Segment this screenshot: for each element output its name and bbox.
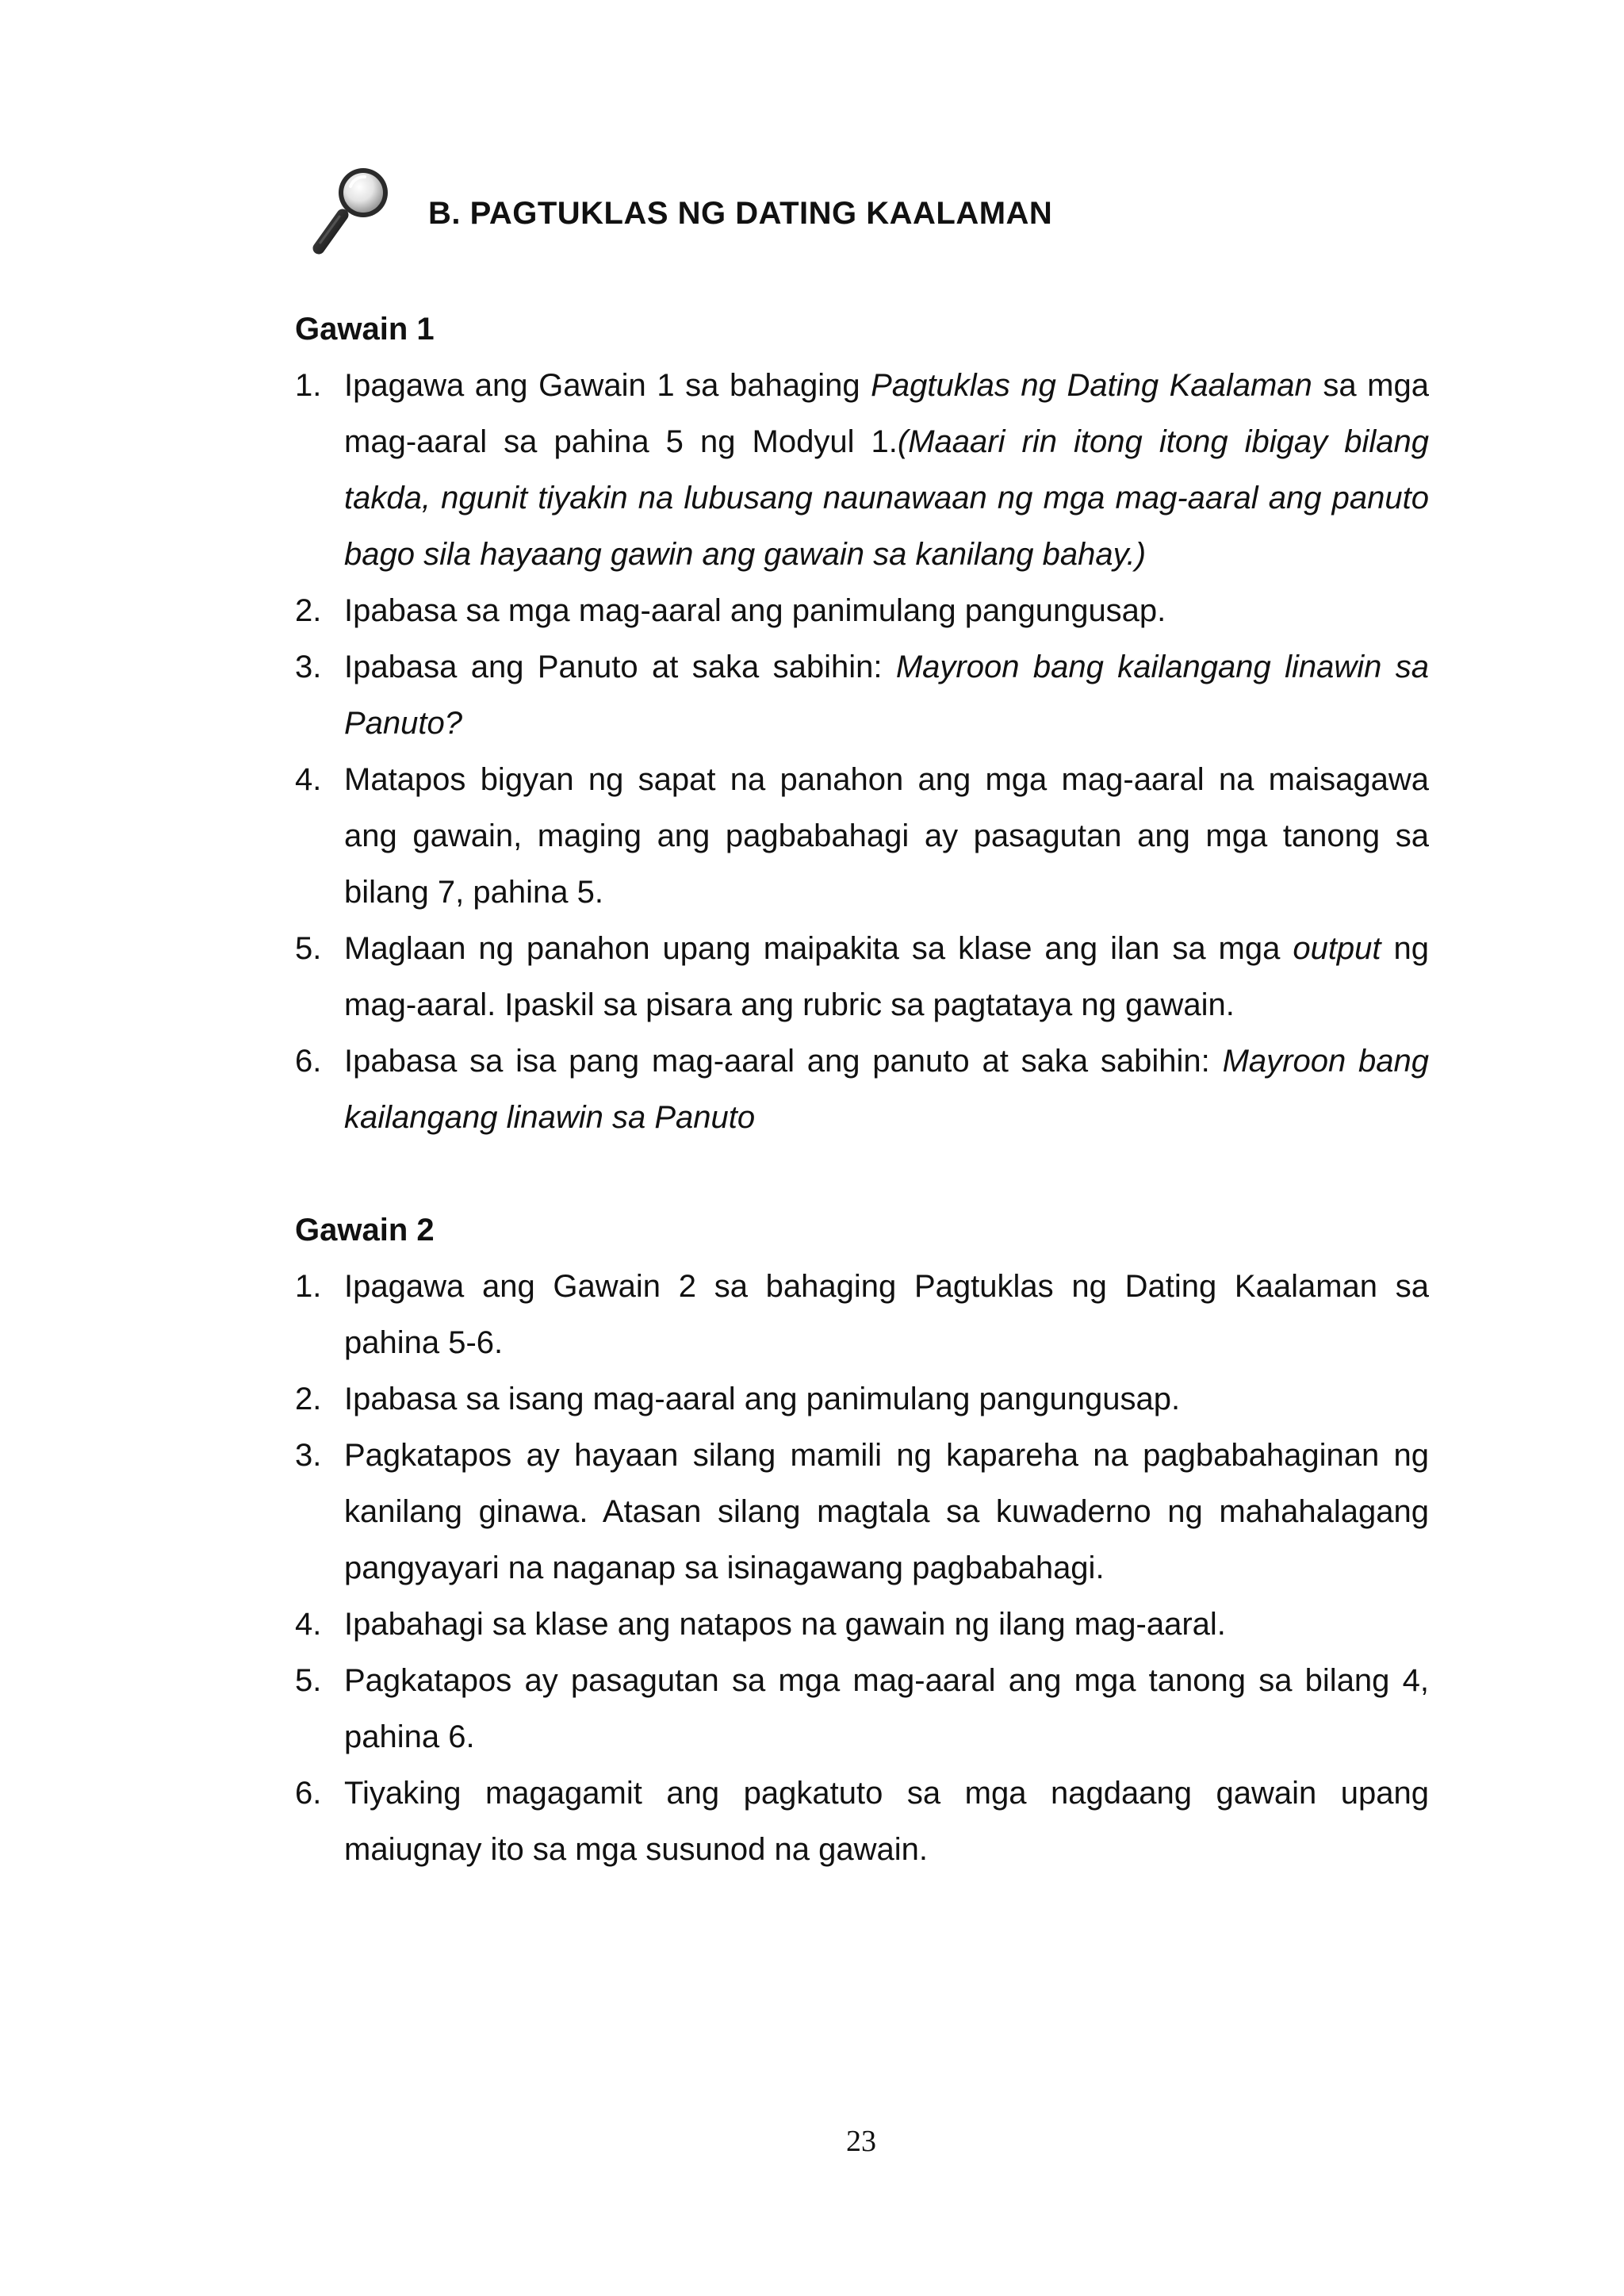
list-item-text: Tiyaking magagamit ang pagkatuto sa mga nagdaang gawain upang maiugnay ito sa mga susunod na gawain. bbox=[344, 1776, 1429, 1867]
list-item bbox=[295, 358, 1429, 583]
gawain-2-heading: Gawain 2 bbox=[295, 1213, 435, 1248]
list-item-text: sa mga mag-aaral sa pahina 5 ng Modyul 1. bbox=[344, 368, 1429, 459]
list-item-text: Pagkatapos ay hayaan silang mamili ng kapareha na pagbabahaginan ng kanilang ginawa. Atasan silang magtala sa kuwaderno ng mahahalagang pangyayari na naganap sa isinagawang pagbabahagi. bbox=[344, 1438, 1429, 1585]
list-item-text: Ipabasa sa isa pang mag-aaral ang panuto at saka sabihin: bbox=[344, 1044, 1223, 1079]
list-item bbox=[295, 1596, 1429, 1653]
italic-text: Mayroon bang kailangang linawin sa Panuto? bbox=[344, 650, 1430, 741]
list-item-number: 3. bbox=[295, 1438, 322, 1473]
list-item-number: 6. bbox=[295, 1044, 322, 1079]
list-item-text: Ipabasa sa isang mag-aaral ang panimulang pangungusap. bbox=[344, 1382, 1181, 1416]
list-item bbox=[295, 583, 1429, 639]
list-item-number: 2. bbox=[295, 1382, 322, 1416]
italic-text: Mayroon bang kailangang linawin sa Panuto bbox=[344, 1044, 1429, 1135]
list-item-number: 4. bbox=[295, 762, 322, 797]
gawain-1-heading: Gawain 1 bbox=[295, 312, 435, 347]
list-item-number: 5. bbox=[295, 931, 322, 966]
italic-text: output bbox=[1293, 931, 1381, 966]
page-number: 23 bbox=[846, 2125, 876, 2158]
list-item bbox=[295, 752, 1429, 921]
list-item-text: Ipabasa ang Panuto at saka sabihin: bbox=[344, 650, 896, 684]
list-item bbox=[295, 1259, 1429, 1371]
list-item-text: ng mag-aaral. Ipaskil sa pisara ang rubric sa pagtataya ng gawain. bbox=[344, 931, 1429, 1022]
magnifying-glass-icon bbox=[309, 163, 396, 258]
list-item bbox=[295, 1765, 1429, 1878]
list-item-number: 2. bbox=[295, 593, 322, 628]
list-item-number: 6. bbox=[295, 1776, 322, 1811]
list-item bbox=[295, 921, 1429, 1033]
list-item-text: Maglaan ng panahon upang maipakita sa klase ang ilan sa mga bbox=[344, 931, 1293, 966]
list-item bbox=[295, 639, 1429, 752]
list-item bbox=[295, 1371, 1429, 1428]
list-item bbox=[295, 1428, 1429, 1596]
gawain-2-steps bbox=[295, 1259, 1429, 1878]
list-item-text: Ipagawa ang Gawain 1 sa bahaging bbox=[344, 368, 871, 403]
list-item-number: 1. bbox=[295, 1269, 322, 1304]
gawain-1-steps bbox=[295, 358, 1429, 1146]
list-item-number: 3. bbox=[295, 650, 322, 684]
list-item-text: Matapos bigyan ng sapat na panahon ang mga mag-aaral na maisagawa ang gawain, maging ang pagbabahagi ay pasagutan ang mga tanong sa bilang 7, pahina 5. bbox=[344, 762, 1429, 910]
list-item-text: Ipabasa sa mga mag-aaral ang panimulang pangungusap. bbox=[344, 593, 1166, 628]
list-item bbox=[295, 1653, 1429, 1765]
list-item-number: 5. bbox=[295, 1663, 322, 1698]
section-header bbox=[309, 163, 1435, 266]
list-item bbox=[295, 1033, 1429, 1146]
list-item-number: 4. bbox=[295, 1607, 322, 1642]
list-item-number: 1. bbox=[295, 368, 322, 403]
list-item-text: Ipabahagi sa klase ang natapos na gawain ng ilang mag-aaral. bbox=[344, 1607, 1226, 1642]
main-content bbox=[295, 301, 1429, 1878]
italic-text: (Maaari rin itong itong ibigay bilang takda, ngunit tiyakin na lubusang naunawaan ng mga mag-aaral ang panuto bago sila hayaang gawin ang gawain sa kanilang bahay.) bbox=[344, 424, 1429, 572]
italic-text: Pagtuklas ng Dating Kaalaman bbox=[871, 368, 1312, 403]
section-title: B. PAGTUKLAS NG DATING KAALAMAN bbox=[428, 196, 1053, 231]
list-item-text: Ipagawa ang Gawain 2 sa bahaging Pagtuklas ng Dating Kaalaman sa pahina 5-6. bbox=[344, 1269, 1429, 1360]
section-spacer bbox=[295, 1146, 1429, 1202]
list-item-text: Pagkatapos ay pasagutan sa mga mag-aaral ang mga tanong sa bilang 4, pahina 6. bbox=[344, 1663, 1429, 1754]
